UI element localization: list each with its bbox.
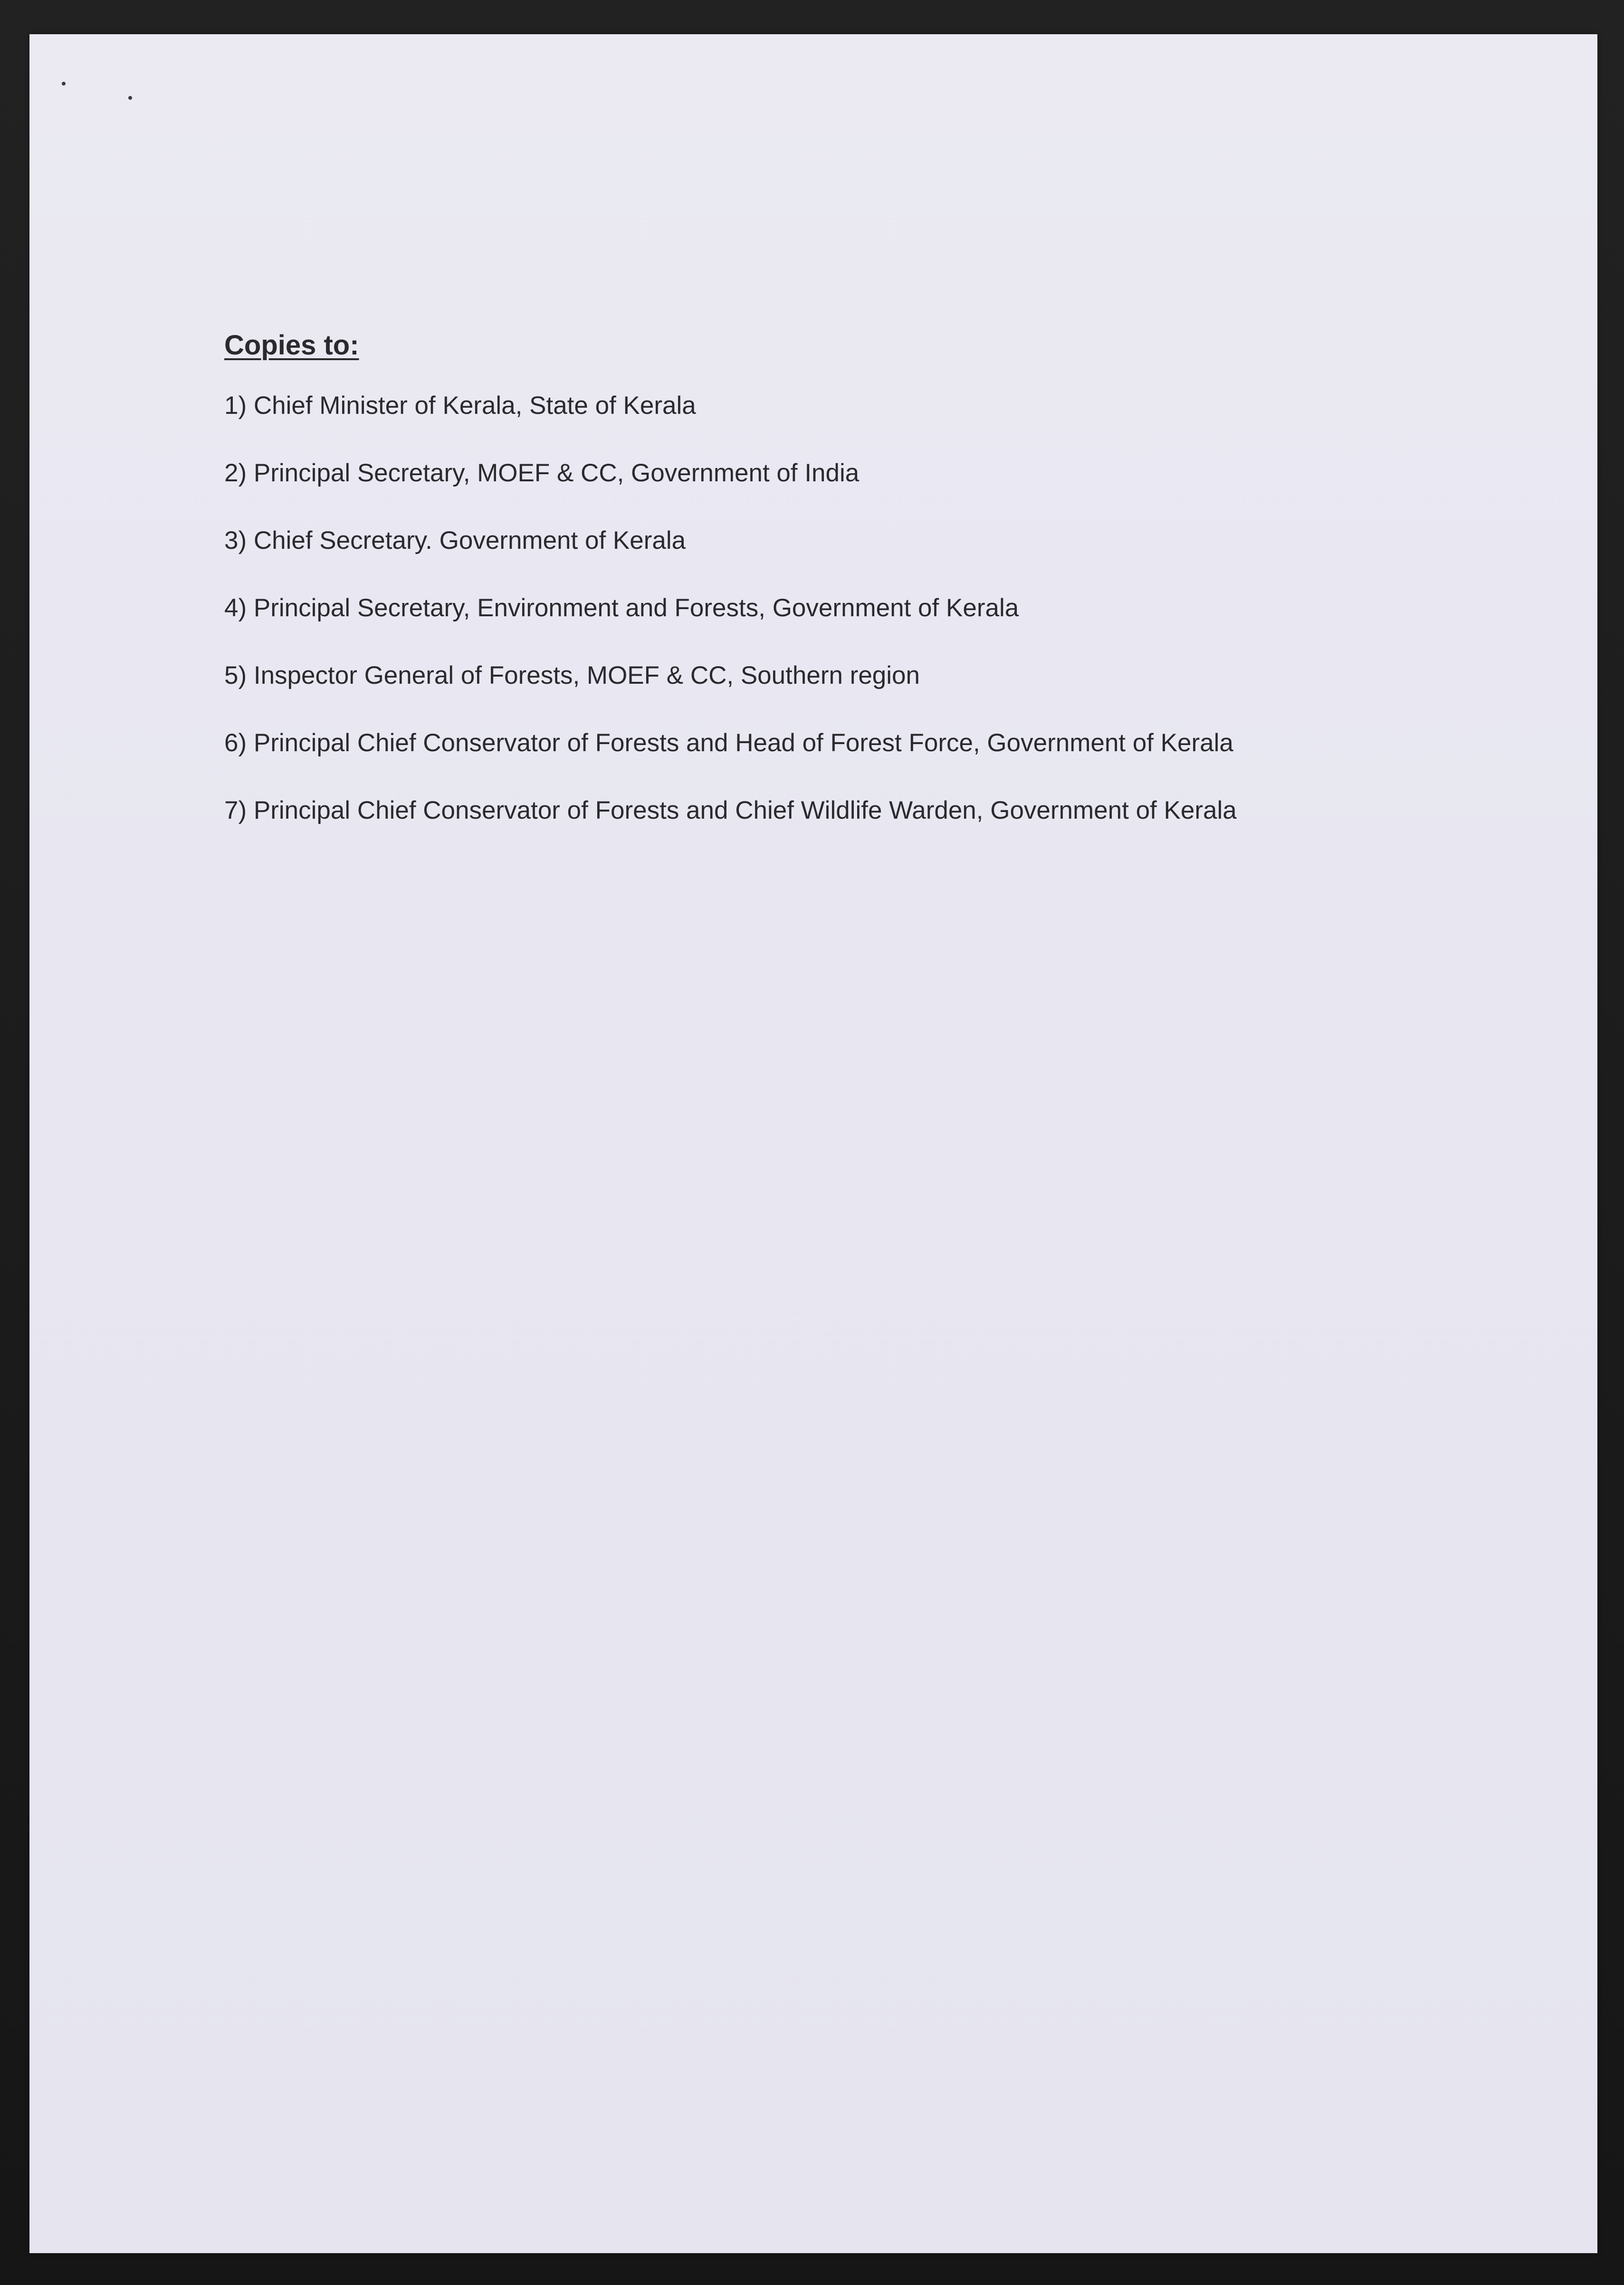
document-page — [29, 34, 1597, 2253]
copies-to-heading: Copies to: — [224, 330, 359, 361]
paper-speck — [128, 96, 132, 100]
letter-body — [224, 329, 1555, 863]
recipient-item: 2) Principal Secretary, MOEF & CC, Government of India — [224, 459, 860, 487]
recipient-item: 3) Chief Secretary. Government of Kerala — [224, 526, 686, 555]
recipient-item: 4) Principal Secretary, Environment and Forests, Government of Kerala — [224, 593, 1019, 622]
recipient-item: 1) Chief Minister of Kerala, State of Kerala — [224, 391, 696, 420]
recipient-list — [224, 391, 1555, 863]
recipient-item: 5) Inspector General of Forests, MOEF & CC, Southern region — [224, 661, 920, 689]
recipient-item: 7) Principal Chief Conservator of Forests and Chief Wildlife Warden, Government of Kerala — [224, 796, 1237, 824]
paper-speck — [62, 82, 66, 86]
recipient-item: 6) Principal Chief Conservator of Forests and Head of Forest Force, Government of Kerala — [224, 728, 1233, 757]
